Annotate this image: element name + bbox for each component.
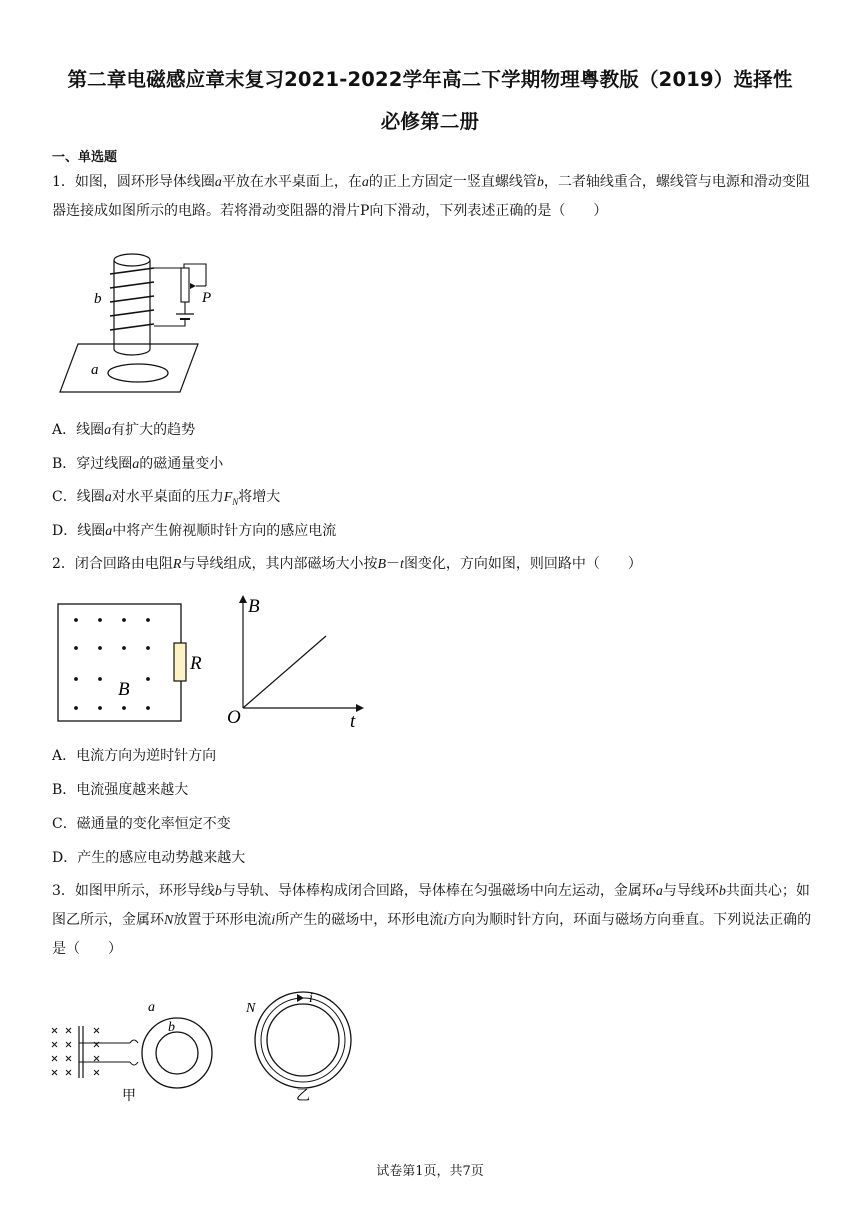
fig3-label-yi: 乙 [296, 1089, 310, 1104]
q2-option-b[interactable]: B．电流强度越来越大 [52, 782, 189, 798]
q1-option-d[interactable]: D．线圈a中将产生俯视顺时针方向的感应电流 [52, 523, 337, 539]
title-line-2: 必修第二册 [380, 110, 480, 133]
fig2-origin-O: O [227, 707, 241, 728]
fig3-label-b: b [168, 1020, 175, 1035]
question-3-text: 3．如图甲所示，环形导线b与导轨、导体棒构成闭合回路，导体棒在匀强磁场中向左运动，金属环a与导线环b共面共心；如图乙所示，金属环N放置于环形电流i所产生的磁场中，环形电流i方向为顺时针方向，环面与磁场方向垂直。下列说法正确的是（ ） [52, 883, 812, 957]
title-line-1: 第二章电磁感应章末复习2021-2022学年高二下学期物理粤教版（2019）选择性 [67, 68, 793, 91]
fig1-label-b: b [94, 291, 102, 307]
fig3-label-a: a [148, 1000, 155, 1015]
section-heading: 一、单选题 [52, 150, 118, 165]
page-footer: 试卷第1页，共7页 [376, 1164, 484, 1179]
fig3-label-i: i [309, 991, 313, 1006]
question-2-figure [58, 592, 378, 732]
question-3-figure [50, 992, 370, 1107]
fig2-axis-t: t [350, 711, 356, 732]
fig2-axis-B: B [248, 596, 260, 617]
fig2-label-B: B [118, 679, 130, 700]
fig3-label-jia: 甲 [122, 1089, 136, 1104]
q2-option-a[interactable]: A．电流方向为逆时针方向 [52, 748, 217, 764]
q1-option-b[interactable]: B．穿过线圈a的磁通量变小 [52, 456, 224, 472]
question-1-text: 1．如图，圆环形导体线圈a平放在水平桌面上，在a的正上方固定一竖直螺线管b，二者轴线重合，螺线管与电源和滑动变阻器连接成如图所示的电路。若将滑动变阻器的滑片P向下滑动，下列表述正确的是（ ） [52, 174, 810, 219]
fig2-label-R: R [190, 653, 202, 674]
question-1-figure [56, 246, 216, 396]
q1-option-a[interactable]: A．线圈a有扩大的趋势 [52, 422, 196, 438]
q2-option-d[interactable]: D．产生的感应电动势越来越大 [52, 850, 246, 866]
fig3-label-N: N [246, 1001, 256, 1016]
q1-option-c[interactable]: C．线圈a对水平桌面的压力$F_N$将增大 [52, 489, 281, 507]
fig1-label-a: a [91, 362, 99, 378]
fig1-label-P: P [202, 290, 212, 306]
q2-option-c[interactable]: C．磁通量的变化率恒定不变 [52, 816, 231, 832]
question-2-text: 2．闭合回路由电阻R与导线组成，其内部磁场大小按B－t图变化，方向如图，则回路中（ ） [52, 556, 642, 572]
